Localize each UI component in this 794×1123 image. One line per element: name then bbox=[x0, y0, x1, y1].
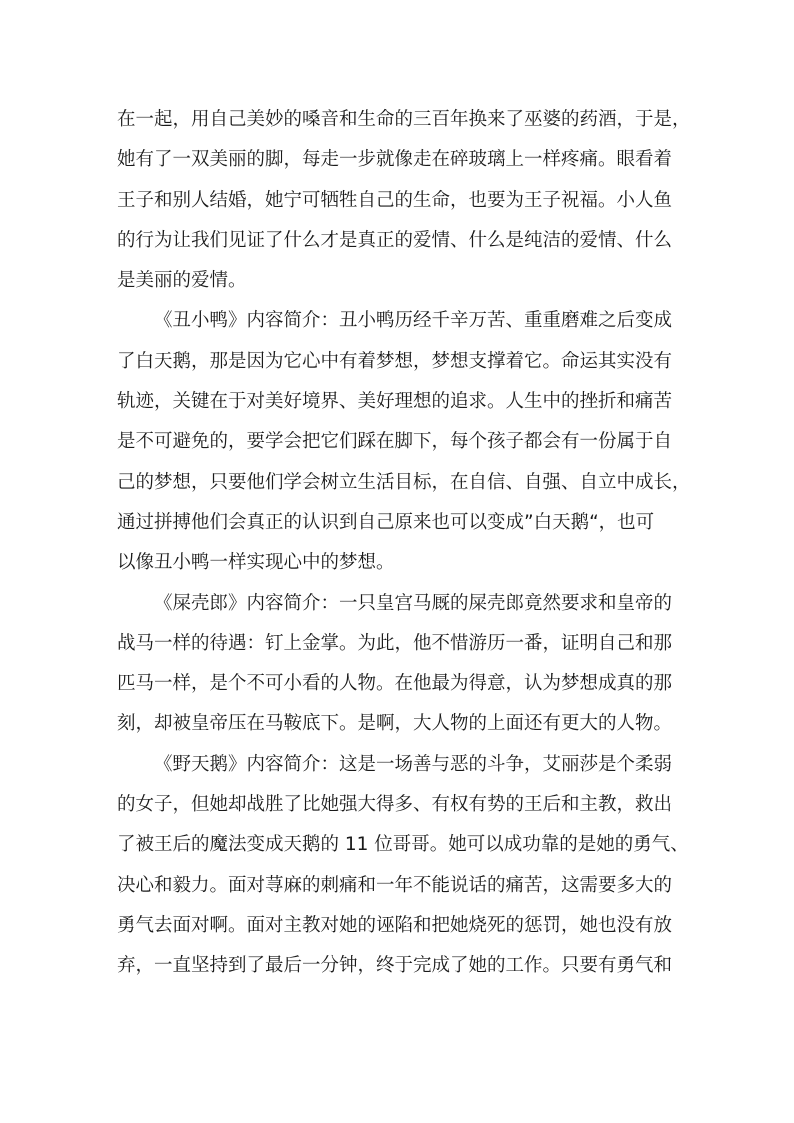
text-line: 王子和别人结婚，她宁可牺牲自己的生命，也要为王子祝福。小人鱼 bbox=[117, 189, 673, 211]
text-line: 在一起，用自己美妙的嗓音和生命的三百年换来了巫婆的药酒，于是， bbox=[117, 109, 691, 130]
paragraph-start-line: 《丑小鸭》内容简介：丑小鸭历经千辛万苦、重重磨难之后变成 bbox=[154, 310, 673, 332]
paragraph-start-line: 《野天鹅》内容简介：这是一场善与恶的斗争，艾丽莎是个柔弱 bbox=[154, 753, 673, 775]
text-line: 己的梦想，只要他们学会树立生活目标，在自信、自强、自立中成长， bbox=[117, 471, 691, 493]
text-line: 的女子，但她却战胜了比她强大得多、有权有势的王后和主教，救出 bbox=[117, 794, 673, 816]
paragraph-start-line: 《屎壳郎》内容简介：一只皇宫马厩的屎壳郎竟然要求和皇帝的 bbox=[154, 592, 673, 614]
text-line: 战马一样的待遇：钉上金掌。为此，他不惜游历一番，证明自己和那 bbox=[117, 632, 673, 654]
text-line: 是不可避免的，要学会把它们踩在脚下，每个孩子都会有一份属于自 bbox=[117, 431, 673, 453]
text-line: 了被王后的魔法变成天鹅的 11 位哥哥。她可以成功靠的是她的勇气、 bbox=[117, 834, 689, 856]
text-line: 匹马一样，是个不可小看的人物。在他最为得意，认为梦想成真的那 bbox=[117, 673, 673, 695]
text-line: 她有了一双美丽的脚，每走一步就像走在碎玻璃上一样疼痛。眼看着 bbox=[117, 149, 673, 171]
text-line: 弃，一直坚持到了最后一分钟，终于完成了她的工作。只要有勇气和 bbox=[117, 955, 673, 977]
text-line: 通过拼搏他们会真正的认识到自己原来也可以变成”白天鹅“，也可 bbox=[117, 511, 655, 533]
text-line: 刻，却被皇帝压在马鞍底下。是啊，大人物的上面还有更大的人物。 bbox=[117, 713, 673, 735]
text-line: 轨迹，关键在于对美好境界、美好理想的追求。人生中的挫折和痛苦 bbox=[117, 391, 673, 413]
text-line: 以像丑小鸭一样实现心中的梦想。 bbox=[117, 552, 395, 574]
text-line: 的行为让我们见证了什么才是真正的爱情、什么是纯洁的爱情、什么 bbox=[117, 229, 673, 251]
text-line: 决心和毅力。面对荨麻的刺痛和一年不能说话的痛苦，这需要多大的 bbox=[117, 874, 673, 896]
text-line: 勇气去面对啊。面对主教对她的诬陷和把她烧死的惩罚，她也没有放 bbox=[117, 914, 673, 936]
text-line: 是美丽的爱情。 bbox=[117, 270, 247, 292]
body-text bbox=[117, 100, 691, 987]
text-line: 了白天鹅，那是因为它心中有着梦想，梦想支撑着它。命运其实没有 bbox=[117, 350, 673, 372]
